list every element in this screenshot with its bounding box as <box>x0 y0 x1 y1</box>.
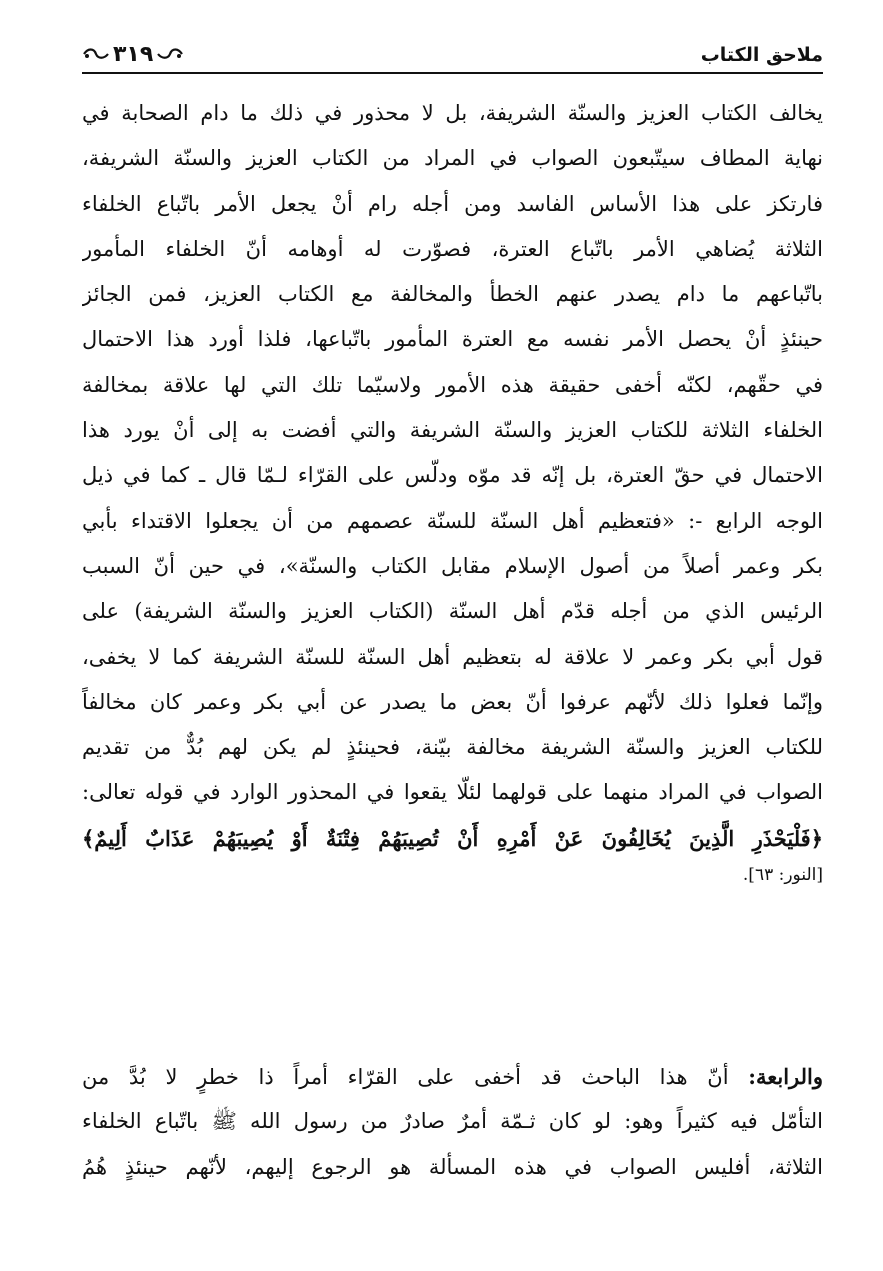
text-line: فارتكز على هذا الأساس الفاسد ومن أجله رام أنْ يجعل الأمر باتّباع الخلفاء <box>82 191 823 216</box>
line-text: أنّ هذا الباحث قد أخفى على القرّاء أمراً ذا خطرٍ لا بُدَّ من <box>82 1065 749 1089</box>
paragraph-lead: والرابعة: <box>748 1064 823 1089</box>
page-number-ornament <box>82 40 184 68</box>
running-title: ملاحق الكتاب <box>700 44 823 66</box>
text-line: نهاية المطاف سيتّبعون الصواب في المراد من الكتاب العزيز والسنّة الشريفة، <box>82 146 823 171</box>
page-number: ٣١٩ <box>113 41 154 67</box>
text-line <box>82 1054 823 1099</box>
text-line: للكتاب العزيز والسنّة الشريفة مخالفة بيّنة، فحينئذٍ لم يكن لهم بُدٌّ من تقديم <box>82 735 823 760</box>
text-line: الوجه الرابع -: «فتعظيم أهل السنّة للسنّة عصمهم من أن يجعلوا الاقتداء بأبي <box>82 508 823 533</box>
text-line: الصواب في المراد منهما على قولهما لئلّا يقعوا في المحذور الوارد في قوله تعالى: <box>82 780 823 805</box>
text-line: الخلفاء الثلاثة للكتاب العزيز والسنّة الشريفة والتي أفضت به إلى أنْ يورد هذا <box>82 418 823 443</box>
paragraph-2 <box>82 1054 823 1190</box>
right-ornament-icon <box>156 47 184 61</box>
text-line: حينئذٍ أنْ يحصل الأمر نفسه مع العترة المأمور باتّباعها، فلذا أورد هذا الاحتمال <box>82 327 823 352</box>
text-line: قول أبي بكر وعمر لا علاقة له بتعظيم أهل السنّة للسنّة الشريفة كما لا يخفى، <box>82 644 823 669</box>
text-line: الرئيس الذي من أجله قدّم أهل السنّة (الكتاب العزيز والسنّة الشريفة) على <box>82 599 823 624</box>
page-header <box>82 40 823 70</box>
text-line: يخالف الكتاب العزيز والسنّة الشريفة، بل لا محذور في ذلك ما دام الصحابة في <box>82 101 823 125</box>
text-line: الثلاثة، أفليس الصواب في هذه المسألة هو الرجوع إليهم، لأنّهم حينئذٍ هُمُ <box>82 1154 823 1179</box>
text-line: بكر وعمر أصلاً من أصول الإسلام مقابل الكتاب والسنّة»، في حين أنّ السبب <box>82 553 823 578</box>
quran-verse: ﴿فَلْيَحْذَرِ الَّذِينَ يُخَالِفُونَ عَنْ أَمْرِهِ أَنْ تُصِيبَهُمْ فِتْنَةٌ أَوْ يُصِيبَهُمْ عَذَابٌ أَلِيمٌ﴾ <box>82 825 823 851</box>
text-line: في حقّهم، لكنّه أخفى حقيقة هذه الأمور ولاسيّما تلك التي لها علاقة بمخالفة <box>82 372 823 397</box>
text-line: الاحتمال في حقّ العترة، بل إنّه قد موّه ودلّس على القرّاء لـمّا قال ـ كما في ذيل <box>82 463 823 488</box>
verse-citation: [النور: ٦٣]. <box>742 865 823 886</box>
text-line: التأمّل فيه كثيراً وهو: لو كان ثـمّة أمرٌ صادرٌ من رسول الله ﷺ باتّباع الخلفاء <box>82 1109 823 1134</box>
text-line: الثلاثة يُضاهي الأمر باتّباع العترة، فصوّرت له أوهامه أنّ الخلفاء المأمور <box>82 236 823 261</box>
paragraph-1 <box>82 91 823 906</box>
text-line: وإنّما فعلوا ذلك لأنّهم عرفوا أنّ بعض ما يصدر عن أبي بكر وعمر كان مخالفاً <box>82 689 823 714</box>
left-ornament-icon <box>82 47 110 61</box>
header-rule <box>82 72 823 74</box>
text-line: باتّباعهم ما دام يصدر عنهم الخطأ والمخالفة مع الكتاب العزيز، فمن الجائز <box>82 282 823 307</box>
